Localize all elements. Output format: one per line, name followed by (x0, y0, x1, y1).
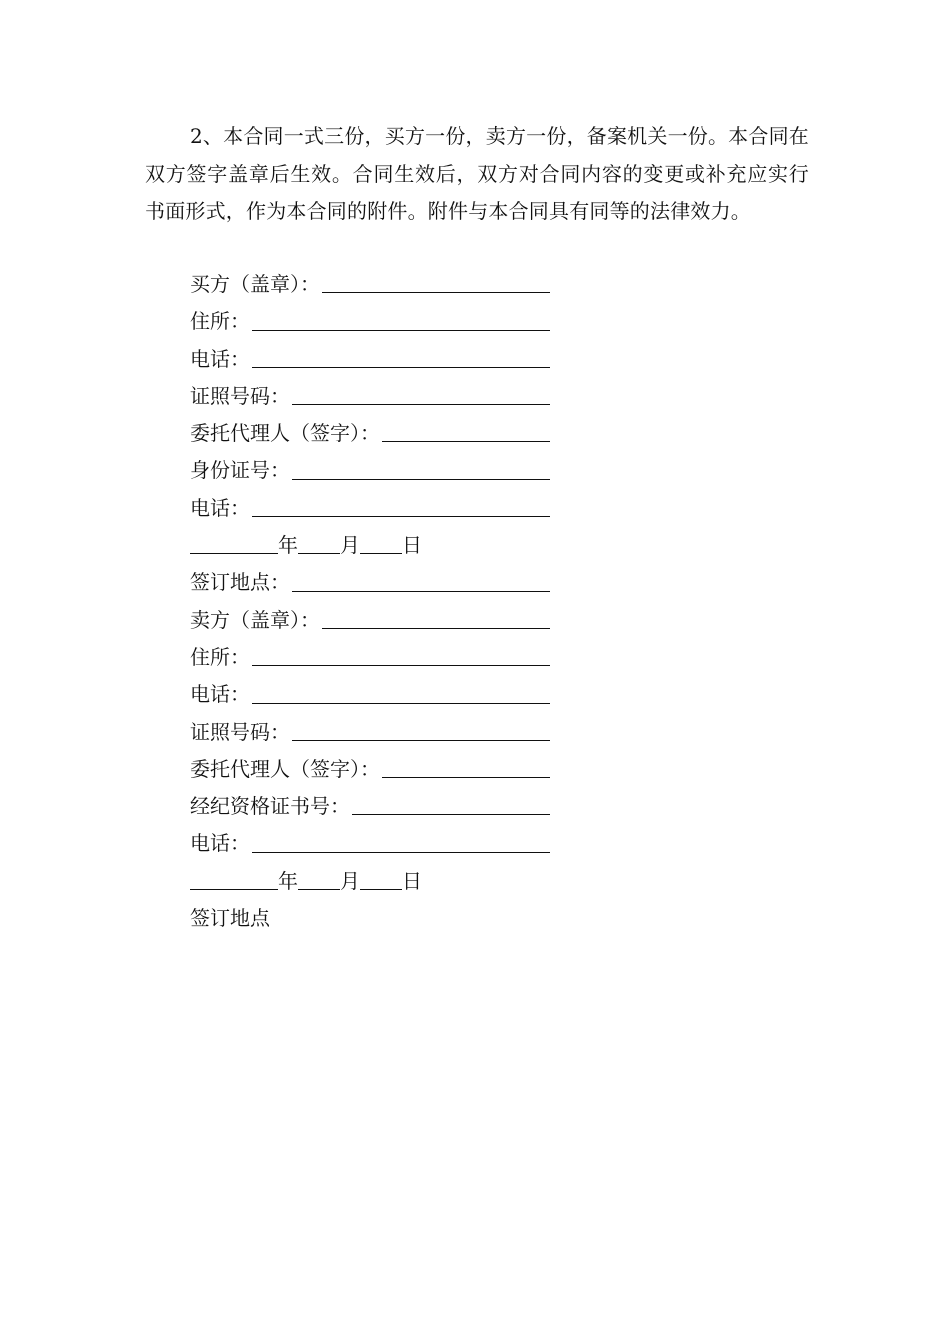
seller-agent-phone-blank[interactable] (252, 852, 550, 853)
seller-license-blank[interactable] (292, 740, 550, 741)
seller-agent-row (190, 751, 550, 788)
buyer-agent-row (190, 415, 550, 452)
buyer-id-row (190, 452, 550, 489)
seller-phone-label: 电话： (190, 682, 250, 707)
seller-date-row (190, 863, 550, 900)
buyer-address-blank[interactable] (252, 330, 550, 331)
clause-paragraph (145, 118, 809, 231)
buyer-party-row (190, 266, 550, 303)
seller-phone-row (190, 676, 550, 713)
buyer-license-blank[interactable] (292, 404, 550, 405)
buyer-agent-phone-blank[interactable] (252, 516, 550, 517)
seller-party-row (190, 602, 550, 639)
buyer-license-row (190, 378, 550, 415)
seller-month-blank[interactable] (298, 889, 340, 890)
buyer-phone-label: 电话： (190, 346, 250, 371)
seller-party-blank[interactable] (322, 628, 550, 629)
seller-address-blank[interactable] (252, 665, 550, 666)
buyer-id-label: 身份证号： (190, 458, 290, 483)
buyer-date-row (190, 527, 550, 564)
clause-text: 2、本合同一式三份，买方一份，卖方一份，备案机关一份。本合同在双方签字盖章后生效。合同生效后，双方对合同内容的变更或补充应实行书面形式，作为本合同的附件。附件与本合同具有同等的法律效力。 (145, 124, 809, 223)
buyer-place-row (190, 564, 550, 601)
buyer-address-label: 住所： (190, 309, 250, 334)
buyer-party-label: 买方（盖章）： (190, 272, 320, 296)
seller-agent-phone-label: 电话： (190, 831, 250, 856)
seller-party-label: 卖方（盖章）： (190, 607, 320, 632)
seller-month-label: 月 (340, 868, 360, 893)
seller-year-blank[interactable] (190, 889, 278, 890)
buyer-agent-label: 委托代理人（签字）： (190, 421, 380, 446)
signature-block (190, 266, 550, 937)
buyer-phone-blank[interactable] (252, 367, 550, 368)
buyer-license-label: 证照号码： (190, 383, 290, 408)
seller-place-label: 签订地点 (190, 906, 270, 931)
buyer-phone-row (190, 341, 550, 378)
seller-phone-blank[interactable] (252, 703, 550, 704)
seller-license-row (190, 714, 550, 751)
buyer-agent-phone-row (190, 490, 550, 527)
seller-cert-label: 经纪资格证书号： (190, 794, 350, 819)
buyer-place-label: 签订地点： (190, 570, 290, 595)
seller-address-row (190, 639, 550, 676)
buyer-day-blank[interactable] (360, 553, 402, 554)
seller-year-label: 年 (278, 868, 298, 893)
seller-day-blank[interactable] (360, 889, 402, 890)
buyer-party-blank[interactable] (322, 292, 550, 293)
seller-cert-row (190, 788, 550, 825)
seller-cert-blank[interactable] (352, 814, 550, 815)
seller-agent-blank[interactable] (382, 777, 550, 778)
buyer-year-blank[interactable] (190, 553, 278, 554)
buyer-place-blank[interactable] (292, 591, 550, 592)
seller-day-label: 日 (402, 868, 422, 893)
seller-license-label: 证照号码： (190, 719, 290, 744)
buyer-address-row (190, 303, 550, 340)
buyer-id-blank[interactable] (292, 479, 550, 480)
buyer-year-label: 年 (278, 533, 298, 558)
buyer-day-label: 日 (402, 533, 422, 558)
buyer-agent-phone-label: 电话： (190, 495, 250, 520)
buyer-agent-blank[interactable] (382, 441, 550, 442)
buyer-month-blank[interactable] (298, 553, 340, 554)
seller-place-row (190, 900, 550, 937)
seller-agent-phone-row (190, 825, 550, 862)
seller-address-label: 住所： (190, 644, 250, 669)
seller-agent-label: 委托代理人（签字）： (190, 756, 380, 781)
buyer-month-label: 月 (340, 533, 360, 558)
